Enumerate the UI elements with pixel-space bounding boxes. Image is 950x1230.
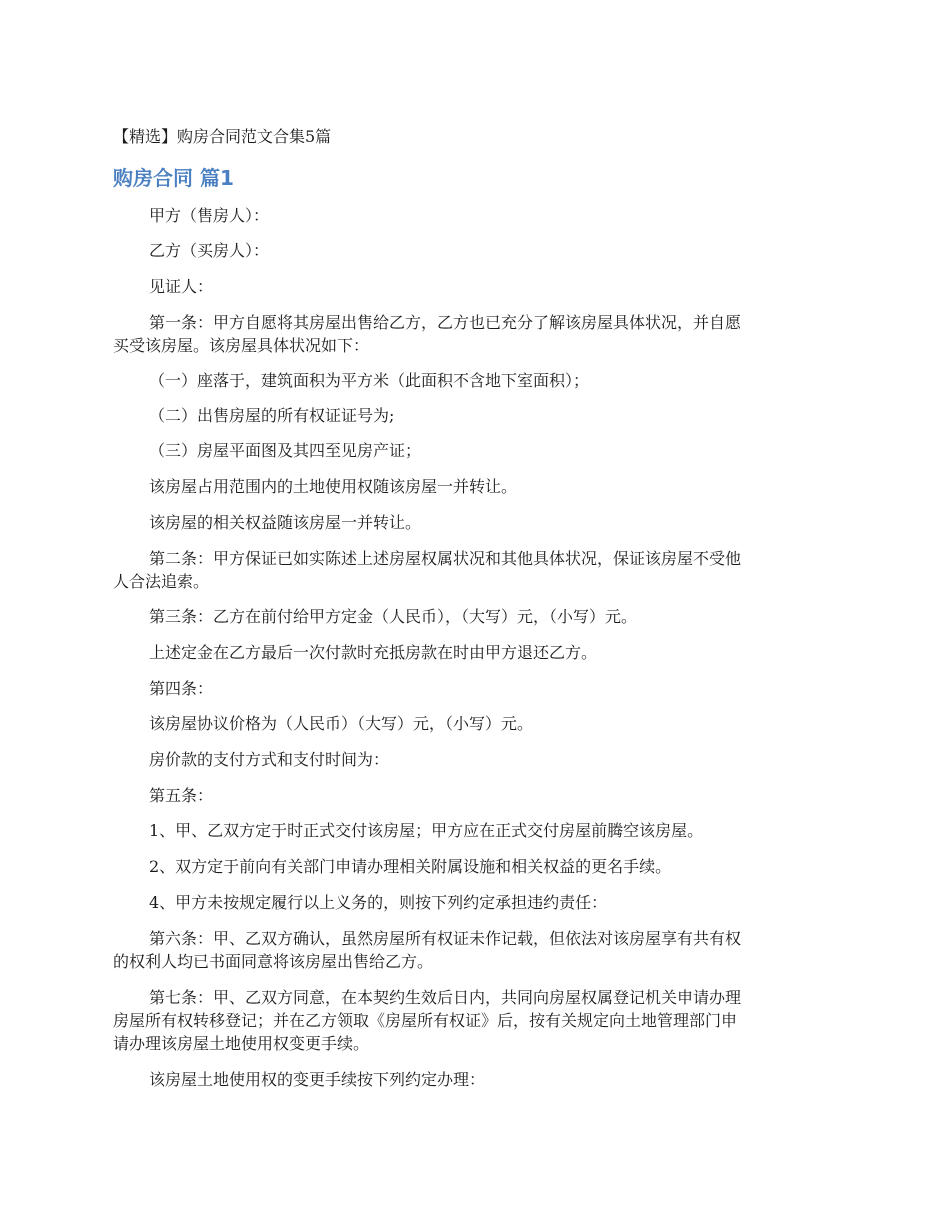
article-7-line-3: 请办理该房屋土地使用权变更手续。 [113, 1034, 370, 1053]
list-item-1: （一）座落于，建筑面积为平方米（此面积不含地下室面积）； [149, 371, 590, 390]
payment-paragraph: 房价款的支付方式和支付时间为： [149, 750, 390, 769]
article-5-item-4: 4、甲方未按规定履行以上义务的，则按下列约定承担违约责任： [149, 893, 608, 912]
article-3-paragraph: 第三条：乙方在前付给甲方定金（人民币），（大写）元，（小写）元。 [149, 607, 638, 626]
deposit-paragraph: 上述定金在乙方最后一次付款时充抵房款在时由甲方退还乙方。 [149, 643, 598, 662]
article-5-item-2: 2、双方定于前向有关部门申请办理相关附属设施和相关权益的更名手续。 [149, 857, 672, 876]
article-1-line-1: 第一条：甲方自愿将其房屋出售给乙方，乙方也已充分了解该房屋具体状况，并自愿 [149, 313, 742, 332]
article-7-line-1: 第七条：甲、乙双方同意，在本契约生效后日内，共同向房屋权属登记机关申请办理 [149, 988, 742, 1007]
article-1-line-2: 买受该房屋。该房屋具体状况如下： [113, 336, 370, 355]
article-4-heading: 第四条： [149, 679, 214, 698]
list-item-2: （二）出售房屋的所有权证证号为; [149, 406, 395, 425]
article-6-line-2: 的权利人均已书面同意将该房屋出售给乙方。 [113, 952, 434, 971]
article-2-line-2: 人合法追索。 [113, 572, 210, 591]
document-title: 【精选】购房合同范文合集5篇 [113, 127, 332, 146]
article-7-line-2: 房屋所有权转移登记；并在乙方领取《房屋所有权证》后，按有关规定向土地管理部门申 [113, 1011, 738, 1030]
land-change-paragraph: 该房屋土地使用权的变更手续按下列约定办理： [149, 1070, 486, 1089]
rights-paragraph: 该房屋的相关权益随该房屋一并转让。 [149, 513, 422, 532]
list-item-3: （三）房屋平面图及其四至见房产证； [149, 441, 422, 460]
land-use-paragraph: 该房屋占用范围内的土地使用权随该房屋一并转让。 [149, 477, 518, 496]
article-6-line-1: 第六条：甲、乙双方确认，虽然房屋所有权证未作记载，但依法对该房屋享有共有权 [149, 929, 742, 948]
party-b-line: 乙方（买房人）： [149, 241, 270, 260]
party-a-line: 甲方（售房人）： [149, 206, 270, 225]
article-2-line-1: 第二条：甲方保证已如实陈述上述房屋权属状况和其他具体状况，保证该房屋不受他 [149, 549, 742, 568]
article-5-item-1: 1、甲、乙双方定于时正式交付该房屋；甲方应在正式交付房屋前腾空该房屋。 [149, 821, 704, 840]
article-5-heading: 第五条： [149, 786, 214, 805]
witness-line: 见证人： [149, 277, 214, 296]
price-paragraph: 该房屋协议价格为（人民币）（大写）元，（小写）元。 [149, 714, 534, 733]
section-heading: 购房合同 篇1 [113, 166, 234, 190]
